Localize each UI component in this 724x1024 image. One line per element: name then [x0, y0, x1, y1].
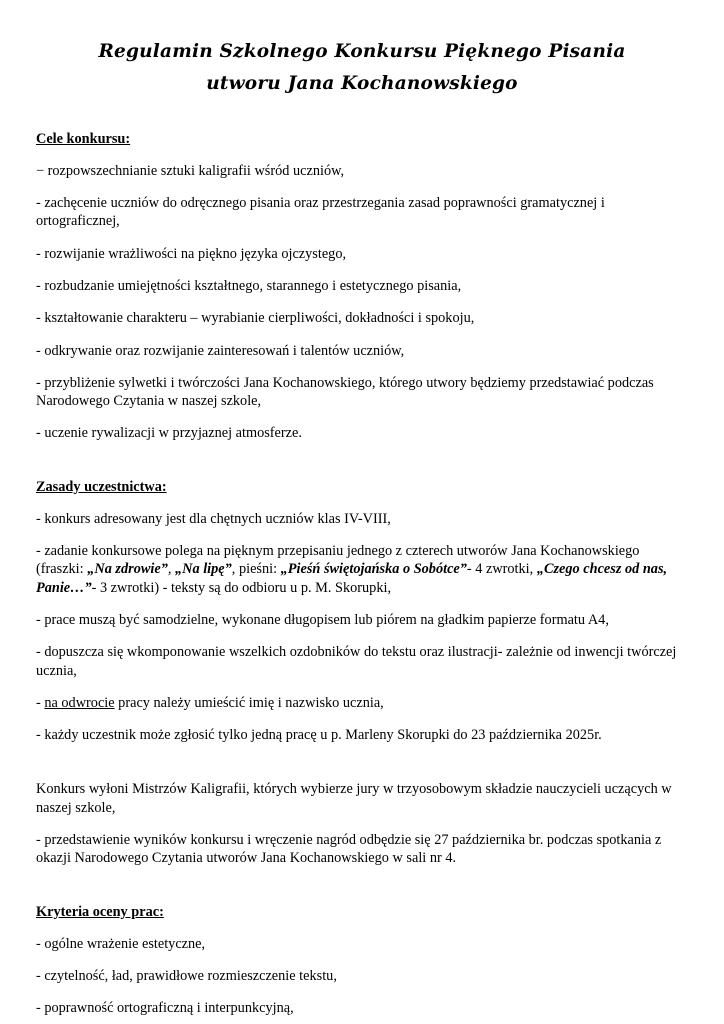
paragraph: - rozwijanie wrażliwości na piękno języka ojczystego, — [36, 245, 347, 262]
section-kryteria-oceny — [36, 904, 688, 1018]
paragraph: - czytelność, ład, prawidłowe rozmieszczenie tekstu, — [36, 967, 337, 984]
title-line-1: Regulamin Szkolnego Konkursu Pięknego Pisania — [98, 41, 626, 62]
paragraph: - poprawność ortograficzną i interpunkcyjną, — [36, 1000, 294, 1017]
work-title-2: „Na lipę” — [175, 561, 232, 578]
paragraph: - prace muszą być samodzielne, wykonane długopisem lub piórem na gładkim papierze formatu A4, — [36, 611, 609, 628]
paragraph: - konkurs adresowany jest dla chętnych uczniów klas IV-VIII, — [36, 510, 391, 527]
task-mid: , pieśni: — [231, 561, 281, 578]
work-title-1: „Na zdrowie” — [87, 561, 168, 578]
spacer — [36, 758, 688, 780]
paragraph: - zachęcenie uczniów do odręcznego pisania oraz przestrzegania zasad poprawności gramatycznej i ortograficznej, — [36, 195, 605, 230]
paragraph: - uczenie rywalizacji w przyjaznej atmosferze. — [36, 425, 302, 442]
section-heading-kryteria: Kryteria oceny prac: — [36, 903, 164, 920]
paragraph: - przedstawienie wyników konkursu i wręczenie nagród odbędzie się 27 października br. podczas spotkania z okazji Narodowego Czytania utworów Jana Kochanowskiego w sali nr 4. — [36, 831, 662, 867]
task-end: - 3 zwrotki) - teksty są do odbioru u p. M. Skorupki, — [91, 579, 392, 596]
reverse-prefix: - — [36, 694, 45, 711]
title-line-2: utworu Jana Kochanowskiego — [206, 73, 518, 95]
section-heading-cele: Cele konkursu: — [36, 130, 131, 147]
task-sep-1: , — [167, 561, 175, 578]
work-title-3: „Pieśń świętojańska o Sobótce” — [280, 561, 467, 578]
paragraph: - kształtowanie charakteru – wyrabianie cierpliwości, dokładności i spokoju, — [36, 310, 475, 327]
paragraph: - ogólne wrażenie estetyczne, — [36, 935, 206, 952]
paragraph: - dopuszcza się wkomponowanie wszelkich ozdobników do tekstu oraz ilustracji- zależnie od inwencji twórczej ucznia, — [36, 644, 677, 679]
task-post: - 4 zwrotki, — [466, 561, 537, 578]
section-zasady-uczestnictwa — [36, 479, 688, 745]
reverse-underlined: na odwrocie — [44, 694, 115, 711]
section-jury-wyniki — [36, 780, 688, 867]
paragraph: − rozpowszechnianie sztuki kaligrafii wśród uczniów, — [36, 162, 345, 179]
paragraph: - odkrywanie oraz rozwijanie zainteresowań i talentów uczniów, — [36, 342, 405, 359]
paragraph: - przybliżenie sylwetki i twórczości Jana Kochanowskiego, którego utwory będziemy przedstawiać podczas Narodowego Czytania w naszej szkole, — [36, 374, 654, 410]
paragraph-task — [36, 542, 688, 597]
paragraph: Konkurs wyłoni Mistrzów Kaligrafii, których wybierze jury w trzyosobowym składzie nauczycieli uczących w naszej szkole, — [36, 781, 672, 816]
task-line-1: - zadanie konkursowe polega na pięknym przepisaniu jednego z czterech utworów Jana Kochanowskiego — [36, 543, 640, 560]
paragraph: - każdy uczestnik może zgłosić tylko jedną pracę u p. Marleny Skorupki do 23 października 2025r. — [36, 727, 602, 744]
section-heading-zasady: Zasady uczestnictwa: — [36, 478, 167, 495]
reverse-post: pracy należy umieścić imię i nazwisko ucznia, — [114, 694, 384, 711]
document-title — [36, 36, 688, 101]
task-prefix: (fraszki: — [36, 561, 88, 578]
section-cele-konkursu — [36, 131, 688, 443]
spacer — [36, 882, 688, 904]
paragraph-reverse — [36, 694, 688, 712]
work-title-4: „Czego chcesz od nas, Panie…” — [36, 561, 668, 596]
paragraph: - rozbudzanie umiejętności kształtnego, starannego i estetycznego pisania, — [36, 277, 462, 294]
spacer — [36, 457, 688, 479]
